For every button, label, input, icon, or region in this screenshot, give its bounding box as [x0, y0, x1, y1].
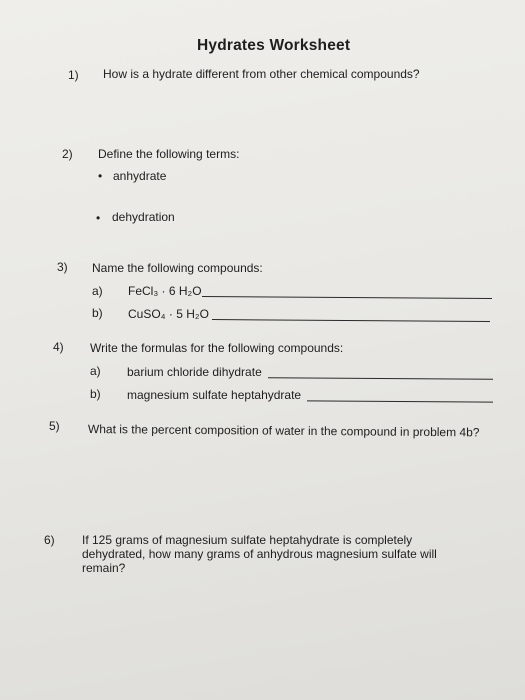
question-2-number: 2): [62, 147, 73, 161]
answer-line: [268, 377, 493, 380]
answer-line: [202, 296, 492, 299]
question-1-number: 1): [68, 68, 79, 82]
item-letter: a): [90, 364, 101, 378]
question-3-text: Name the following compounds:: [92, 261, 263, 275]
question-6-text: If 125 grams of magnesium sulfate heptahydrate is completely dehydrated, how many grams of anhydrous magnesium sulfate will remain?: [82, 533, 437, 575]
question-1-text: How is a hydrate different from other chemical compounds?: [103, 67, 420, 81]
question-2-text: Define the following terms:: [98, 147, 240, 161]
page-title: Hydrates Worksheet: [197, 37, 351, 54]
compound-magnesium-sulfate-heptahydrate: magnesium sulfate heptahydrate: [127, 388, 302, 402]
item-letter: b): [90, 387, 101, 401]
bullet-icon: •: [98, 169, 103, 183]
answer-line: [212, 319, 490, 322]
question-4-text: Write the formulas for the following compounds:: [90, 341, 344, 355]
formula-fecl3: FeCl₃ · 6 H₂O: [128, 284, 202, 298]
question-5-number: 5): [49, 419, 60, 433]
question-5-text: What is the percent composition of water in the compound in problem 4b?: [87, 422, 480, 440]
item-letter: a): [92, 284, 103, 298]
term-dehydration: dehydration: [112, 210, 175, 224]
formula-cuso4: CuSO₄ · 5 H₂O: [128, 307, 209, 321]
question-6-number: 6): [44, 533, 55, 547]
bullet-icon: •: [96, 211, 101, 225]
question-3-number: 3): [57, 260, 68, 274]
item-letter: b): [92, 306, 103, 320]
compound-barium-chloride-dihydrate: barium chloride dihydrate: [127, 365, 262, 379]
question-4-number: 4): [53, 340, 64, 354]
answer-line: [307, 400, 493, 402]
term-anhydrate: anhydrate: [113, 169, 167, 183]
